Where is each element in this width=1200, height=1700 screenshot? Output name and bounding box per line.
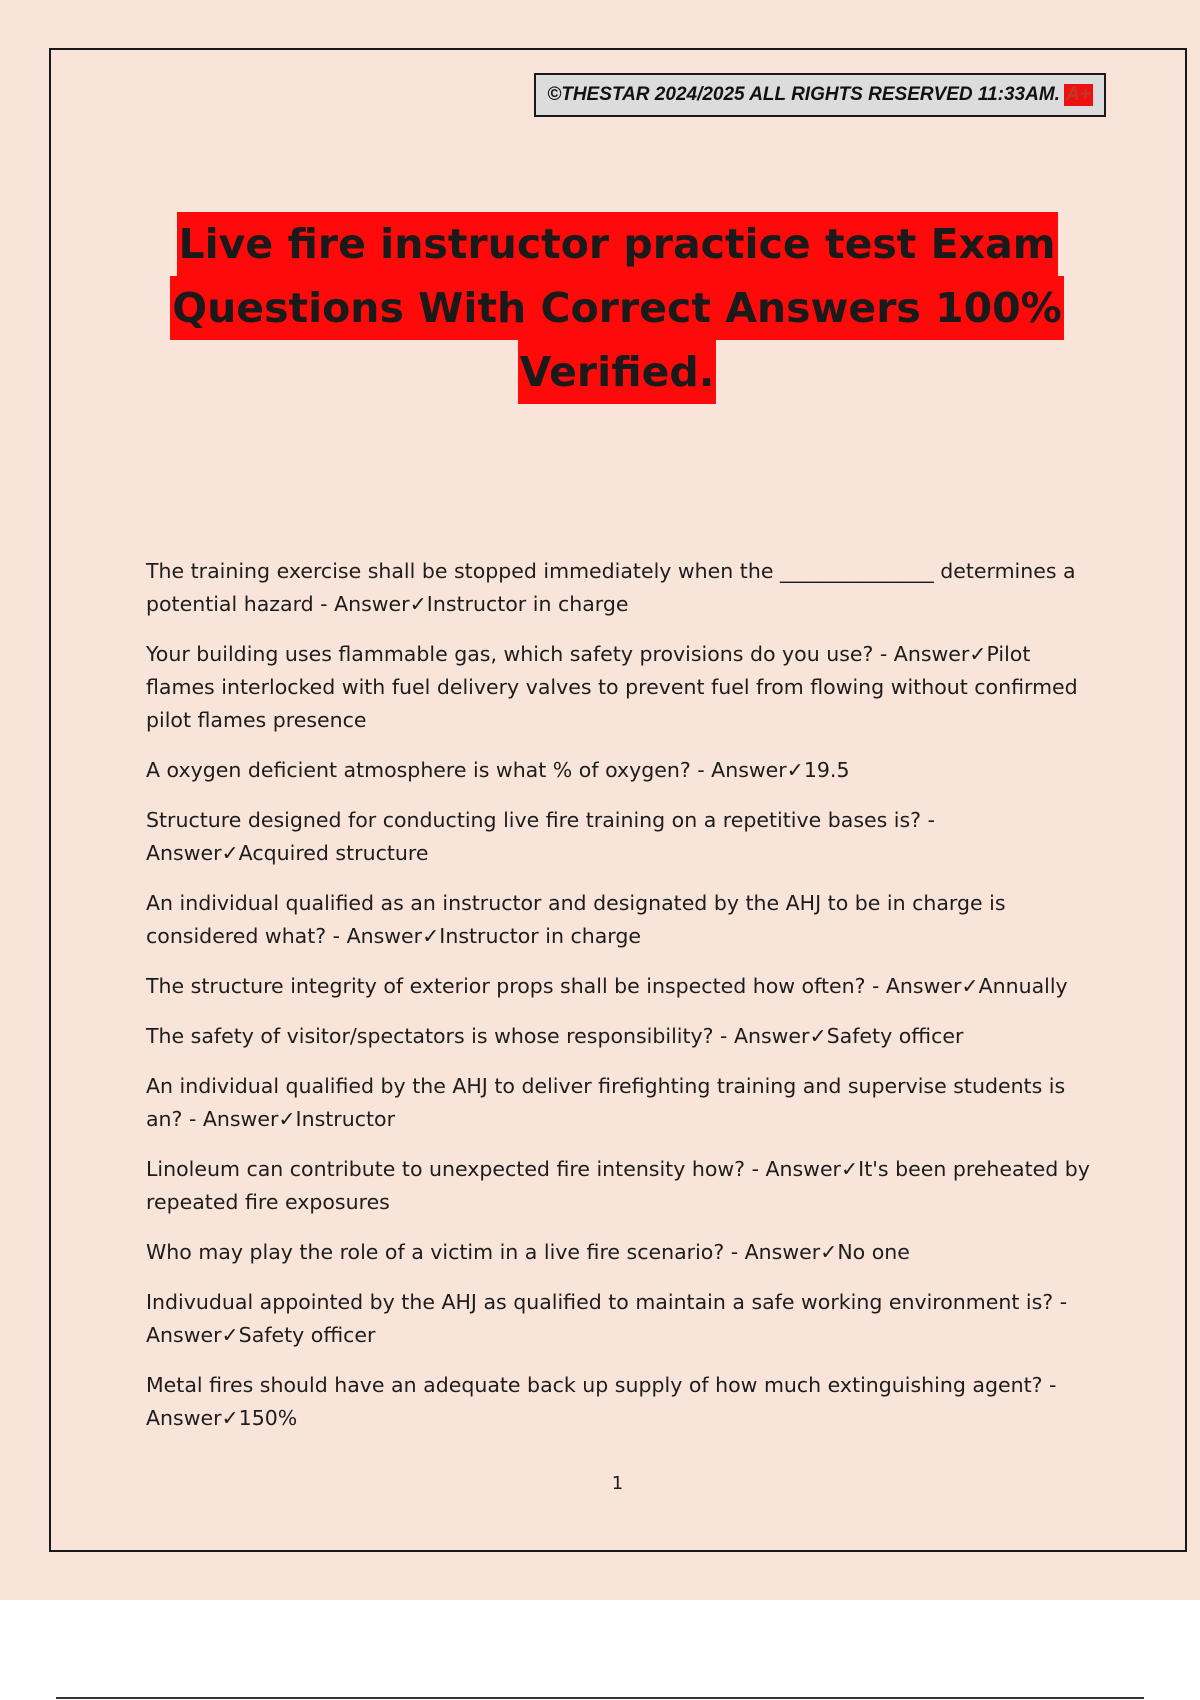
title-line-3: Verified. [518, 340, 717, 404]
qa-item: An individual qualified as an instructor and designated by the AHJ to be in charge is considered what? - Answer✓Instructor in charge [146, 891, 1006, 948]
qa-item: The training exercise shall be stopped immediately when the _______________ determines a potential hazard - Answer✓Instructor in charge [146, 559, 1076, 616]
title-line-1: Live fire instructor practice test Exam [177, 212, 1058, 276]
qa-item: Structure designed for conducting live fire training on a repetitive bases is? - Answer✓Acquired structure [146, 808, 935, 865]
qa-item: Your building uses flammable gas, which safety provisions do you use? - Answer✓Pilot flames interlocked with fuel delivery valves to prevent fuel from flowing without confirmed pilot flames presence [146, 642, 1078, 732]
qa-item: Who may play the role of a victim in a live fire scenario? - Answer✓No one [146, 1240, 910, 1264]
qa-item: An individual qualified by the AHJ to deliver firefighting training and supervise students is an? - Answer✓Instructor [146, 1074, 1066, 1131]
question-answer-list [146, 555, 1096, 1452]
grade-badge: A+ [1065, 84, 1091, 105]
qa-item: The safety of visitor/spectators is whose responsibility? - Answer✓Safety officer [146, 1024, 964, 1048]
qa-item: Linoleum can contribute to unexpected fire intensity how? - Answer✓It's been preheated by repeated fire exposures [146, 1157, 1090, 1214]
document-title [150, 212, 1084, 404]
title-line-2: Questions With Correct Answers 100% [170, 276, 1064, 340]
qa-item: Metal fires should have an adequate back up supply of how much extinguishing agent? - Answer✓150% [146, 1373, 1057, 1430]
qa-item: The structure integrity of exterior props shall be inspected how often? - Answer✓Annually [146, 974, 1068, 998]
copyright-text: ©THESTAR 2024/2025 ALL RIGHTS RESERVED 11:33AM. [547, 84, 1060, 105]
page-number: 1 [611, 1473, 624, 1494]
qa-item: A oxygen deficient atmosphere is what % of oxygen? - Answer✓19.5 [146, 758, 850, 782]
qa-item: Indivudual appointed by the AHJ as qualified to maintain a safe working environment is? - Answer✓Safety officer [146, 1290, 1068, 1347]
footer-divider [56, 1697, 1144, 1699]
copyright-header [534, 73, 1106, 117]
